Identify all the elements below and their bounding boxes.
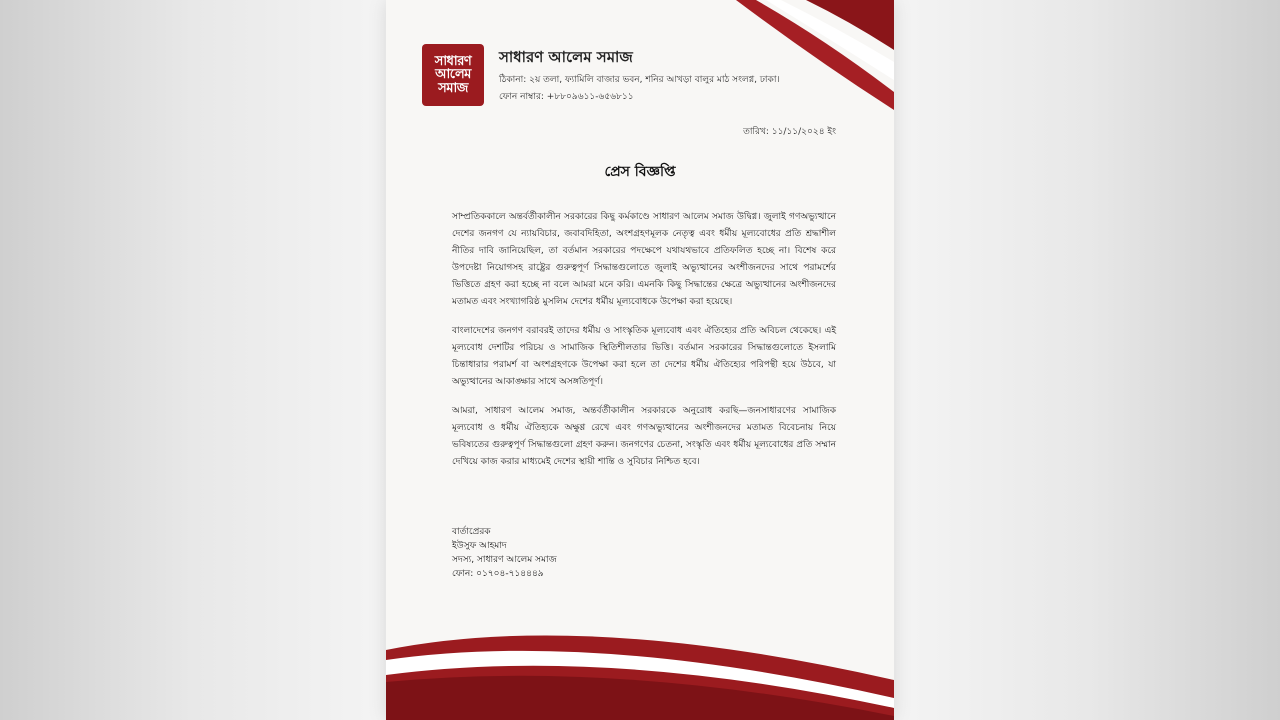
signatory-role: সদস্য, সাধারণ আলেম সমাজ bbox=[452, 555, 557, 565]
press-release-document bbox=[386, 0, 894, 720]
signature-block bbox=[452, 525, 557, 581]
bottom-decorative-swoosh bbox=[386, 620, 894, 720]
body-paragraph: সাম্প্রতিককালে অন্তর্বর্তীকালীন সরকারের কিছু কর্মকাণ্ডে সাধারণ আলেম সমাজ উদ্বিগ্ন। জুলাই গণঅভ্যুত্থানে দেশের জনগণ যে ন্যায়বিচার, জবাবদিহিতা, অংশগ্রহণমূলক নেতৃত্ব এবং ধর্মীয় মূল্যবোধের প্রতি শ্রদ্ধাশীল নীতির দাবি জানিয়েছিল, তা বর্তমান সরকারের পদক্ষেপে যথাযথভাবে প্রতিফলিত হচ্ছে না। বিশেষ করে উপদেষ্টা নিয়োগসহ রাষ্ট্রের গুরুত্বপূর্ণ সিদ্ধান্তগুলোতে জুলাই অভ্যুত্থানের অংশীজনদের সাথে পরামর্শের ভিত্তিতে গ্রহণ করা হচ্ছে না বলে আমরা মনে করি। এমনকি কিছু সিদ্ধান্তের ক্ষেত্রে অভ্যুত্থানের অংশীজনদের মতামত এবং সংখ্যাগরিষ্ঠ মুসলিম দেশের ধর্মীয় মূল্যবোধকে উপেক্ষা করা হয়েছে। bbox=[452, 212, 836, 307]
organization-address: ঠিকানা: ২য় তলা, ফ্যামিলি বাজার ভবন, শনির আখড়া বালুর মাঠ সংলগ্ন, ঢাকা। bbox=[499, 75, 780, 85]
body-paragraph: আমরা, সাধারণ আলেম সমাজ, অন্তর্বর্তীকালীন সরকারকে অনুরোধ করছি—জনসাধারণের সামাজিক মূল্যবোধ ও ধর্মীয় ঐতিহ্যকে অক্ষুণ্ণ রেখে এবং গণঅভ্যুত্থানের অংশীজনদের মতামত বিবেচনায় নিয়ে ভবিষ্যতের গুরুত্বপূর্ণ সিদ্ধান্তগুলো গ্রহণ করুন। জনগণের চেতনা, সংস্কৃতি এবং ধর্মীয় মূল্যবোধের প্রতি সম্মান দেখিয়ে কাজ করার মাধ্যমেই দেশের স্থায়ী শান্তি ও সুবিচার নিশ্চিত হবে। bbox=[452, 406, 836, 467]
organization-name: সাধারণ আলেম সমাজ bbox=[499, 48, 633, 66]
press-release-body bbox=[452, 209, 836, 483]
organization-logo: সাধারণ আলেম সমাজ bbox=[422, 44, 484, 106]
release-date: তারিখ: ১১/১১/২০২৪ ইং bbox=[743, 127, 836, 137]
document-title: প্রেস বিজ্ঞপ্তি bbox=[604, 164, 676, 180]
organization-phone: ফোন নাম্বার: +৮৮০৯৬১১-৬৫৬৮১১ bbox=[499, 92, 634, 102]
signature-label: বার্তাপ্রেরক bbox=[452, 527, 491, 537]
body-paragraph: বাংলাদেশের জনগণ বরাবরই তাদের ধর্মীয় ও সাংস্কৃতিক মূল্যবোধ এবং ঐতিহ্যের প্রতি অবিচল থেকেছে। এই মূল্যবোধ দেশটির পরিচয় ও সামাজিক স্থিতিশীলতার ভিত্তি। বর্তমান সরকারের সিদ্ধান্তগুলোতে ইসলামি চিন্তাধারার পরামর্শ বা অংশগ্রহণকে উপেক্ষা করা হলে তা দেশের ধর্মীয় ঐতিহ্যের পরিপন্থী হয়ে উঠবে, যা অভ্যুত্থানের আকাঙ্ক্ষার সাথে অসঙ্গতিপূর্ণ। bbox=[452, 326, 836, 387]
signatory-name: ইউসুফ আহমাদ bbox=[452, 541, 507, 551]
signatory-phone: ফোন: ০১৭০৪-৭১৪৪৪৯ bbox=[452, 569, 544, 579]
